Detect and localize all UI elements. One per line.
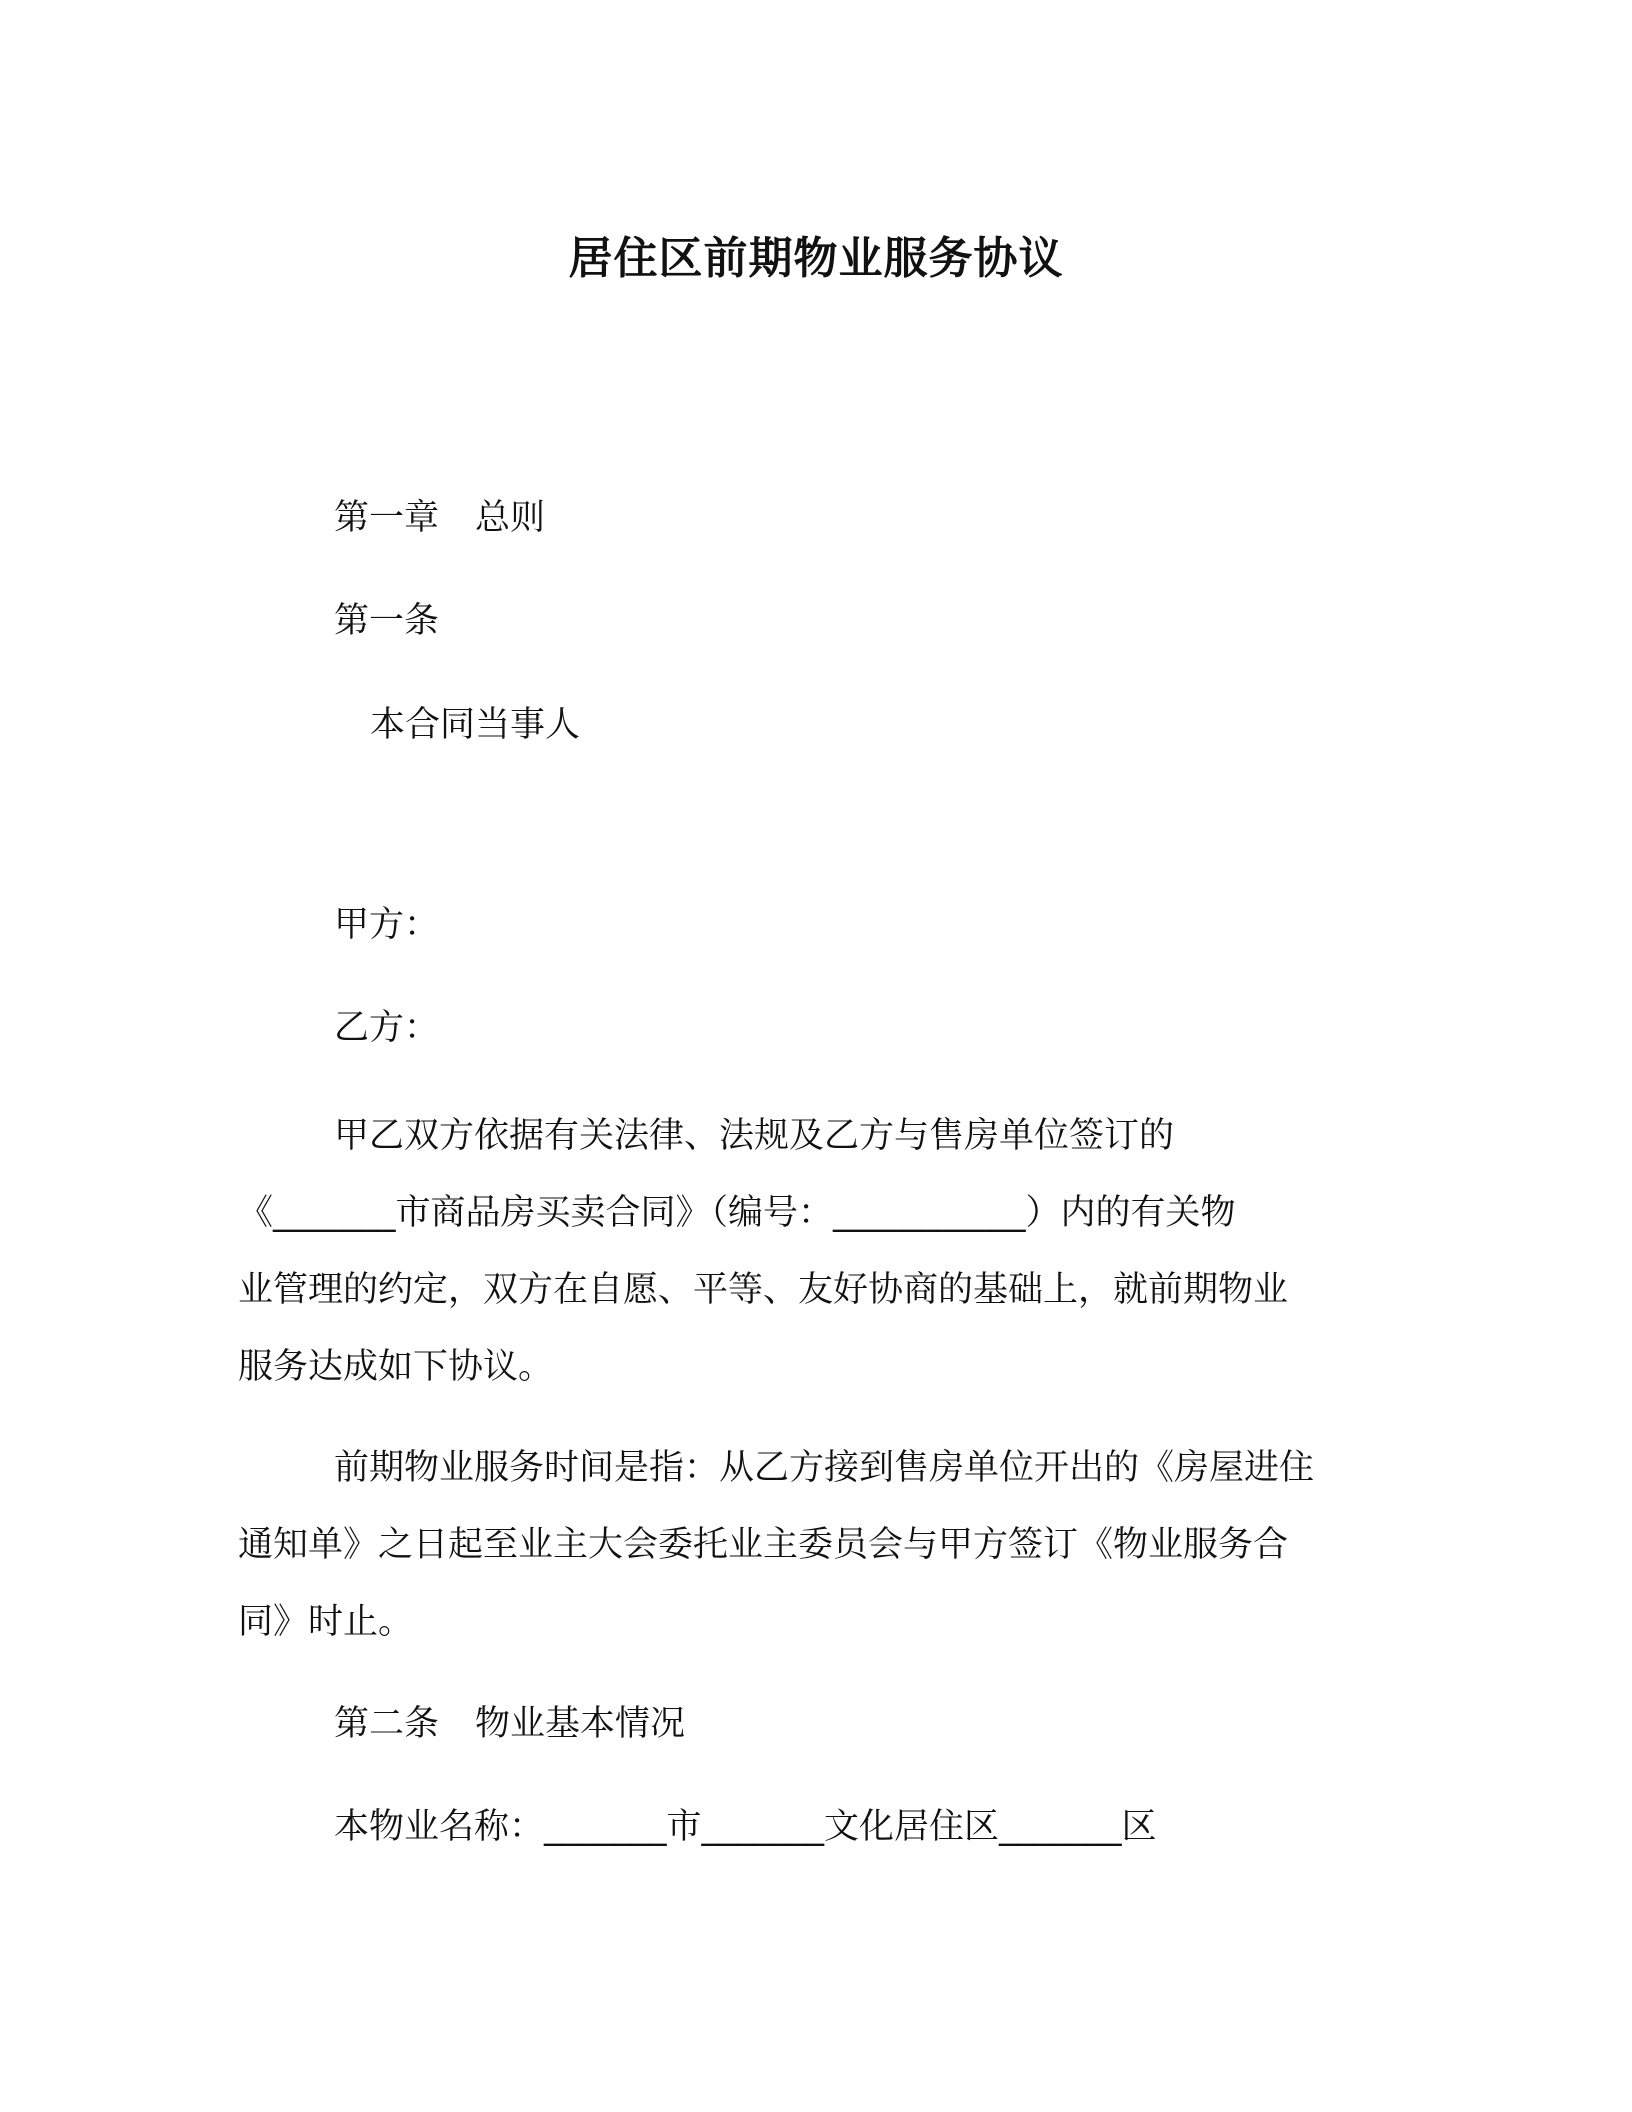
article-2-name: 物业基本情况	[475, 1704, 686, 1744]
article-1-number: 第一条	[334, 601, 440, 641]
article-2-heading	[334, 1703, 685, 1745]
paragraph-line: 业管理的约定，双方在自愿、平等、友好协商的基础上，就前期物业	[238, 1270, 1289, 1310]
chapter-heading	[334, 497, 545, 539]
paragraph-line: 通知单》之日起至业主大会委托业主委员会与甲方签订《物业服务合	[238, 1525, 1289, 1565]
party-b-label: 乙方：	[334, 1008, 440, 1048]
property-name-line: 本物业名称：_______市_______文化居住区_______区	[334, 1807, 1157, 1847]
chapter-number: 第一章	[334, 498, 440, 538]
paragraph-line: 甲乙双方依据有关法律、法规及乙方与售房单位签订的	[334, 1116, 1175, 1156]
paragraph-line: 同》时止。	[238, 1602, 414, 1642]
paragraph-line: 前期物业服务时间是指：从乙方接到售房单位开出的《房屋进住	[334, 1448, 1315, 1488]
paragraph-line: 服务达成如下协议。	[238, 1347, 554, 1387]
article-2-number: 第二条	[334, 1704, 440, 1744]
article-1-heading: 本合同当事人	[370, 705, 581, 745]
document-title: 居住区前期物业服务协议	[568, 233, 1064, 284]
paragraph-basis	[238, 1098, 1368, 1406]
paragraph-service-period	[238, 1430, 1368, 1661]
paragraph-line: 《_______市商品房买卖合同》（编号：___________）内的有关物	[238, 1193, 1236, 1233]
party-a-label: 甲方：	[334, 905, 440, 945]
chapter-name: 总则	[475, 498, 546, 538]
